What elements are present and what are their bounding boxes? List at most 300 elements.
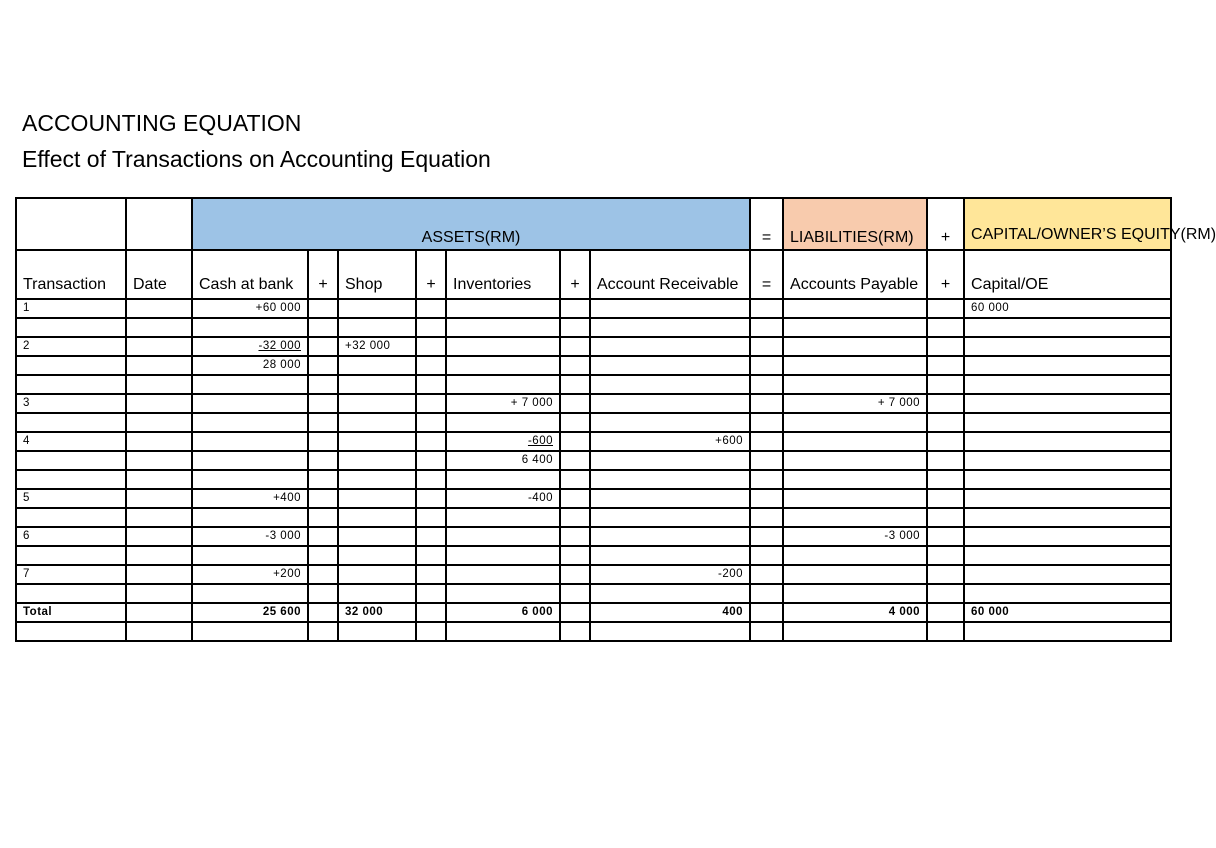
cell-value: -400	[527, 492, 553, 504]
cell-cash	[192, 565, 308, 584]
cell-inventories	[446, 622, 560, 641]
cell-cash	[192, 432, 308, 451]
cell-cash	[192, 451, 308, 470]
cell-date	[126, 565, 192, 584]
cell-receivable	[590, 622, 750, 641]
cell-inventories	[446, 394, 560, 413]
cell-receivable	[590, 584, 750, 603]
cell-op	[308, 508, 338, 527]
cell-shop	[338, 527, 416, 546]
cell-shop	[338, 489, 416, 508]
cell-op	[750, 337, 783, 356]
cell-op	[927, 394, 964, 413]
table-row	[16, 375, 1171, 394]
cell-op	[927, 584, 964, 603]
cell-payable	[783, 318, 927, 337]
cell-receivable	[590, 356, 750, 375]
cell-shop	[338, 470, 416, 489]
cell-cash	[192, 337, 308, 356]
col-plus: +	[416, 250, 446, 299]
cell-date	[126, 508, 192, 527]
cell-op	[308, 318, 338, 337]
cell-value: 7	[23, 568, 30, 580]
cell-op	[416, 337, 446, 356]
cell-value: -32 000	[258, 340, 301, 352]
cell-date	[126, 622, 192, 641]
col-payable: Accounts Payable	[783, 250, 927, 299]
table-row	[16, 565, 1171, 584]
cell-value: 6 400	[521, 454, 553, 466]
cell-value: -3 000	[884, 530, 921, 542]
cell-op	[416, 546, 446, 565]
cell-receivable	[590, 565, 750, 584]
cell-transaction	[16, 527, 126, 546]
cell-date	[126, 375, 192, 394]
cell-capital	[964, 527, 1171, 546]
cell-transaction	[16, 584, 126, 603]
cell-op	[927, 546, 964, 565]
cell-date	[126, 470, 192, 489]
cell-op	[927, 565, 964, 584]
cell-op	[750, 470, 783, 489]
cell-op	[560, 470, 590, 489]
cell-op	[560, 489, 590, 508]
cell-date	[126, 584, 192, 603]
cell-payable	[783, 356, 927, 375]
cell-op	[416, 299, 446, 318]
cell-op	[927, 489, 964, 508]
cell-value: -600	[527, 435, 553, 447]
cell-shop	[338, 394, 416, 413]
plus-header: +	[927, 198, 964, 250]
cell-payable	[783, 527, 927, 546]
table-row	[16, 470, 1171, 489]
cell-transaction	[16, 603, 126, 622]
cell-op	[560, 394, 590, 413]
cell-date	[126, 394, 192, 413]
col-date: Date	[126, 250, 192, 299]
cell-payable	[783, 394, 927, 413]
column-header-row	[16, 250, 1171, 299]
cell-op	[750, 413, 783, 432]
cell-op	[416, 375, 446, 394]
cell-op	[308, 299, 338, 318]
cell-capital	[964, 337, 1171, 356]
cell-transaction	[16, 375, 126, 394]
assets-header: ASSETS(RM)	[192, 198, 750, 250]
cell-cash	[192, 527, 308, 546]
cell-transaction	[16, 565, 126, 584]
table-row	[16, 489, 1171, 508]
cell-payable	[783, 375, 927, 394]
cell-value: +60 000	[255, 302, 301, 314]
cell-shop	[338, 432, 416, 451]
cell-value: 25 600	[262, 606, 301, 618]
cell-transaction	[16, 318, 126, 337]
cell-receivable	[590, 508, 750, 527]
cell-capital	[964, 622, 1171, 641]
cell-inventories	[446, 508, 560, 527]
cell-shop	[338, 375, 416, 394]
cell-payable	[783, 470, 927, 489]
blank-header-cell	[16, 198, 126, 250]
cell-op	[416, 565, 446, 584]
cell-op	[750, 375, 783, 394]
cell-receivable	[590, 470, 750, 489]
cell-op	[308, 489, 338, 508]
table-row	[16, 413, 1171, 432]
cell-op	[927, 432, 964, 451]
cell-value: 400	[722, 606, 744, 618]
table-row	[16, 622, 1171, 641]
cell-capital	[964, 508, 1171, 527]
cell-shop	[338, 356, 416, 375]
cell-shop	[338, 451, 416, 470]
cell-receivable	[590, 413, 750, 432]
cell-inventories	[446, 413, 560, 432]
cell-op	[927, 337, 964, 356]
cell-receivable	[590, 546, 750, 565]
cell-op	[560, 603, 590, 622]
cell-inventories	[446, 299, 560, 318]
table-row	[16, 337, 1171, 356]
cell-inventories	[446, 470, 560, 489]
cell-value: 5	[23, 492, 30, 504]
cell-transaction	[16, 508, 126, 527]
cell-op	[750, 603, 783, 622]
table-row	[16, 508, 1171, 527]
cell-shop	[338, 337, 416, 356]
cell-value: 32 000	[345, 606, 384, 618]
cell-value: + 7 000	[877, 397, 921, 409]
cell-cash	[192, 584, 308, 603]
cell-cash	[192, 356, 308, 375]
cell-receivable	[590, 318, 750, 337]
cell-value: 6 000	[521, 606, 553, 618]
cell-op	[416, 470, 446, 489]
cell-op	[560, 565, 590, 584]
cell-op	[750, 584, 783, 603]
cell-payable	[783, 299, 927, 318]
cell-transaction	[16, 470, 126, 489]
cell-op	[560, 318, 590, 337]
cell-date	[126, 337, 192, 356]
cell-op	[308, 603, 338, 622]
cell-shop	[338, 603, 416, 622]
cell-receivable	[590, 299, 750, 318]
cell-op	[308, 565, 338, 584]
cell-cash	[192, 546, 308, 565]
cell-value: -200	[717, 568, 744, 580]
table-row	[16, 432, 1171, 451]
cell-payable	[783, 451, 927, 470]
cell-op	[308, 356, 338, 375]
cell-capital	[964, 451, 1171, 470]
total-row	[16, 603, 1171, 622]
table-row	[16, 394, 1171, 413]
cell-transaction	[16, 299, 126, 318]
cell-shop	[338, 546, 416, 565]
cell-capital	[964, 603, 1171, 622]
cell-inventories	[446, 527, 560, 546]
cell-op	[308, 394, 338, 413]
cell-op	[750, 451, 783, 470]
cell-date	[126, 489, 192, 508]
cell-op	[927, 299, 964, 318]
cell-op	[416, 508, 446, 527]
cell-payable	[783, 508, 927, 527]
cell-cash	[192, 622, 308, 641]
cell-op	[750, 565, 783, 584]
cell-op	[308, 413, 338, 432]
cell-op	[750, 394, 783, 413]
cell-inventories	[446, 337, 560, 356]
cell-capital	[964, 432, 1171, 451]
cell-capital	[964, 394, 1171, 413]
cell-date	[126, 299, 192, 318]
cell-op	[416, 489, 446, 508]
cell-value: 3	[23, 397, 30, 409]
cell-cash	[192, 394, 308, 413]
cell-op	[560, 432, 590, 451]
cell-op	[750, 527, 783, 546]
table-row	[16, 584, 1171, 603]
cell-capital	[964, 489, 1171, 508]
cell-op	[927, 470, 964, 489]
cell-receivable	[590, 394, 750, 413]
cell-date	[126, 318, 192, 337]
cell-op	[927, 527, 964, 546]
cell-inventories	[446, 432, 560, 451]
table-row	[16, 356, 1171, 375]
cell-op	[750, 299, 783, 318]
cell-value: + 7 000	[510, 397, 553, 409]
cell-op	[560, 622, 590, 641]
cell-capital	[964, 299, 1171, 318]
cell-shop	[338, 318, 416, 337]
cell-capital	[964, 565, 1171, 584]
cell-op	[750, 489, 783, 508]
cell-op	[416, 413, 446, 432]
cell-cash	[192, 508, 308, 527]
cell-inventories	[446, 318, 560, 337]
liabilities-header: LIABILITIES(RM)	[783, 198, 927, 250]
col-cash: Cash at bank	[192, 250, 308, 299]
cell-date	[126, 546, 192, 565]
col-plus: +	[560, 250, 590, 299]
cell-op	[308, 622, 338, 641]
equals-header: =	[750, 198, 783, 250]
cell-op	[416, 451, 446, 470]
cell-date	[126, 451, 192, 470]
cell-op	[308, 546, 338, 565]
cell-value: Total	[23, 606, 53, 618]
cell-receivable	[590, 489, 750, 508]
cell-cash	[192, 470, 308, 489]
table-row	[16, 299, 1171, 318]
cell-transaction	[16, 394, 126, 413]
cell-payable	[783, 622, 927, 641]
table-row	[16, 318, 1171, 337]
cell-op	[416, 603, 446, 622]
cell-op	[750, 432, 783, 451]
cell-shop	[338, 622, 416, 641]
col-plus: +	[927, 250, 964, 299]
cell-op	[560, 356, 590, 375]
cell-op	[560, 299, 590, 318]
cell-op	[560, 413, 590, 432]
cell-op	[927, 622, 964, 641]
cell-value: 60 000	[971, 606, 1010, 618]
cell-value: 60 000	[971, 302, 1010, 314]
cell-value: 28 000	[262, 359, 301, 371]
cell-op	[308, 375, 338, 394]
page-title: ACCOUNTING EQUATION	[22, 110, 302, 136]
cell-capital	[964, 413, 1171, 432]
cell-inventories	[446, 546, 560, 565]
cell-cash	[192, 413, 308, 432]
cell-capital	[964, 375, 1171, 394]
cell-inventories	[446, 356, 560, 375]
cell-op	[308, 337, 338, 356]
cell-value: 4	[23, 435, 30, 447]
cell-capital	[964, 584, 1171, 603]
cell-receivable	[590, 337, 750, 356]
cell-op	[416, 527, 446, 546]
cell-cash	[192, 299, 308, 318]
cell-payable	[783, 337, 927, 356]
cell-cash	[192, 489, 308, 508]
group-header-row	[16, 198, 1171, 250]
cell-shop	[338, 565, 416, 584]
cell-op	[308, 584, 338, 603]
cell-op	[927, 603, 964, 622]
cell-transaction	[16, 622, 126, 641]
cell-date	[126, 603, 192, 622]
cell-cash	[192, 603, 308, 622]
cell-inventories	[446, 451, 560, 470]
cell-op	[560, 546, 590, 565]
cell-capital	[964, 318, 1171, 337]
cell-capital	[964, 546, 1171, 565]
cell-inventories	[446, 565, 560, 584]
cell-cash	[192, 318, 308, 337]
cell-transaction	[16, 413, 126, 432]
cell-op	[750, 508, 783, 527]
cell-date	[126, 432, 192, 451]
cell-op	[560, 337, 590, 356]
cell-date	[126, 527, 192, 546]
cell-op	[308, 527, 338, 546]
cell-receivable	[590, 432, 750, 451]
cell-value: +32 000	[345, 340, 391, 352]
cell-capital	[964, 470, 1171, 489]
cell-op	[750, 356, 783, 375]
capital-header: CAPITAL/OWNER’S EQUITY(RM)	[964, 198, 1171, 250]
col-shop: Shop	[338, 250, 416, 299]
cell-shop	[338, 299, 416, 318]
cell-receivable	[590, 451, 750, 470]
cell-op	[560, 451, 590, 470]
cell-op	[927, 451, 964, 470]
cell-payable	[783, 489, 927, 508]
cell-inventories	[446, 375, 560, 394]
cell-op	[927, 318, 964, 337]
cell-payable	[783, 603, 927, 622]
cell-value: +400	[273, 492, 301, 504]
cell-op	[927, 356, 964, 375]
col-capital: Capital/OE	[964, 250, 1171, 299]
cell-date	[126, 356, 192, 375]
cell-op	[750, 622, 783, 641]
cell-transaction	[16, 451, 126, 470]
cell-payable	[783, 432, 927, 451]
cell-value: +200	[273, 568, 301, 580]
cell-inventories	[446, 603, 560, 622]
cell-transaction	[16, 432, 126, 451]
cell-op	[750, 318, 783, 337]
cell-value: 4 000	[888, 606, 921, 618]
cell-value: -3 000	[265, 530, 301, 542]
col-transaction: Transaction	[16, 250, 126, 299]
cell-payable	[783, 546, 927, 565]
cell-transaction	[16, 337, 126, 356]
cell-value: 2	[23, 340, 30, 352]
cell-op	[927, 413, 964, 432]
cell-op	[560, 584, 590, 603]
cell-transaction	[16, 489, 126, 508]
cell-payable	[783, 565, 927, 584]
cell-cash	[192, 375, 308, 394]
cell-op	[308, 451, 338, 470]
cell-inventories	[446, 584, 560, 603]
cell-op	[560, 375, 590, 394]
blank-header-cell	[126, 198, 192, 250]
cell-transaction	[16, 546, 126, 565]
cell-op	[416, 394, 446, 413]
col-plus: +	[308, 250, 338, 299]
cell-receivable	[590, 527, 750, 546]
cell-date	[126, 413, 192, 432]
cell-op	[416, 584, 446, 603]
cell-value: 6	[23, 530, 30, 542]
cell-receivable	[590, 603, 750, 622]
col-receivable: Account Receivable	[590, 250, 750, 299]
accounting-equation-table	[15, 197, 1216, 642]
cell-inventories	[446, 489, 560, 508]
cell-payable	[783, 584, 927, 603]
cell-op	[308, 432, 338, 451]
col-inventories: Inventories	[446, 250, 560, 299]
col-equals: =	[750, 250, 783, 299]
cell-transaction	[16, 356, 126, 375]
table-row	[16, 451, 1171, 470]
cell-value: +600	[715, 435, 744, 447]
cell-op	[927, 375, 964, 394]
cell-payable	[783, 413, 927, 432]
cell-op	[308, 470, 338, 489]
cell-op	[750, 546, 783, 565]
cell-op	[416, 432, 446, 451]
table-row	[16, 527, 1171, 546]
cell-op	[560, 527, 590, 546]
cell-op	[416, 356, 446, 375]
cell-value: 1	[23, 302, 30, 314]
cell-op	[927, 508, 964, 527]
cell-shop	[338, 584, 416, 603]
cell-op	[416, 622, 446, 641]
cell-capital	[964, 356, 1171, 375]
